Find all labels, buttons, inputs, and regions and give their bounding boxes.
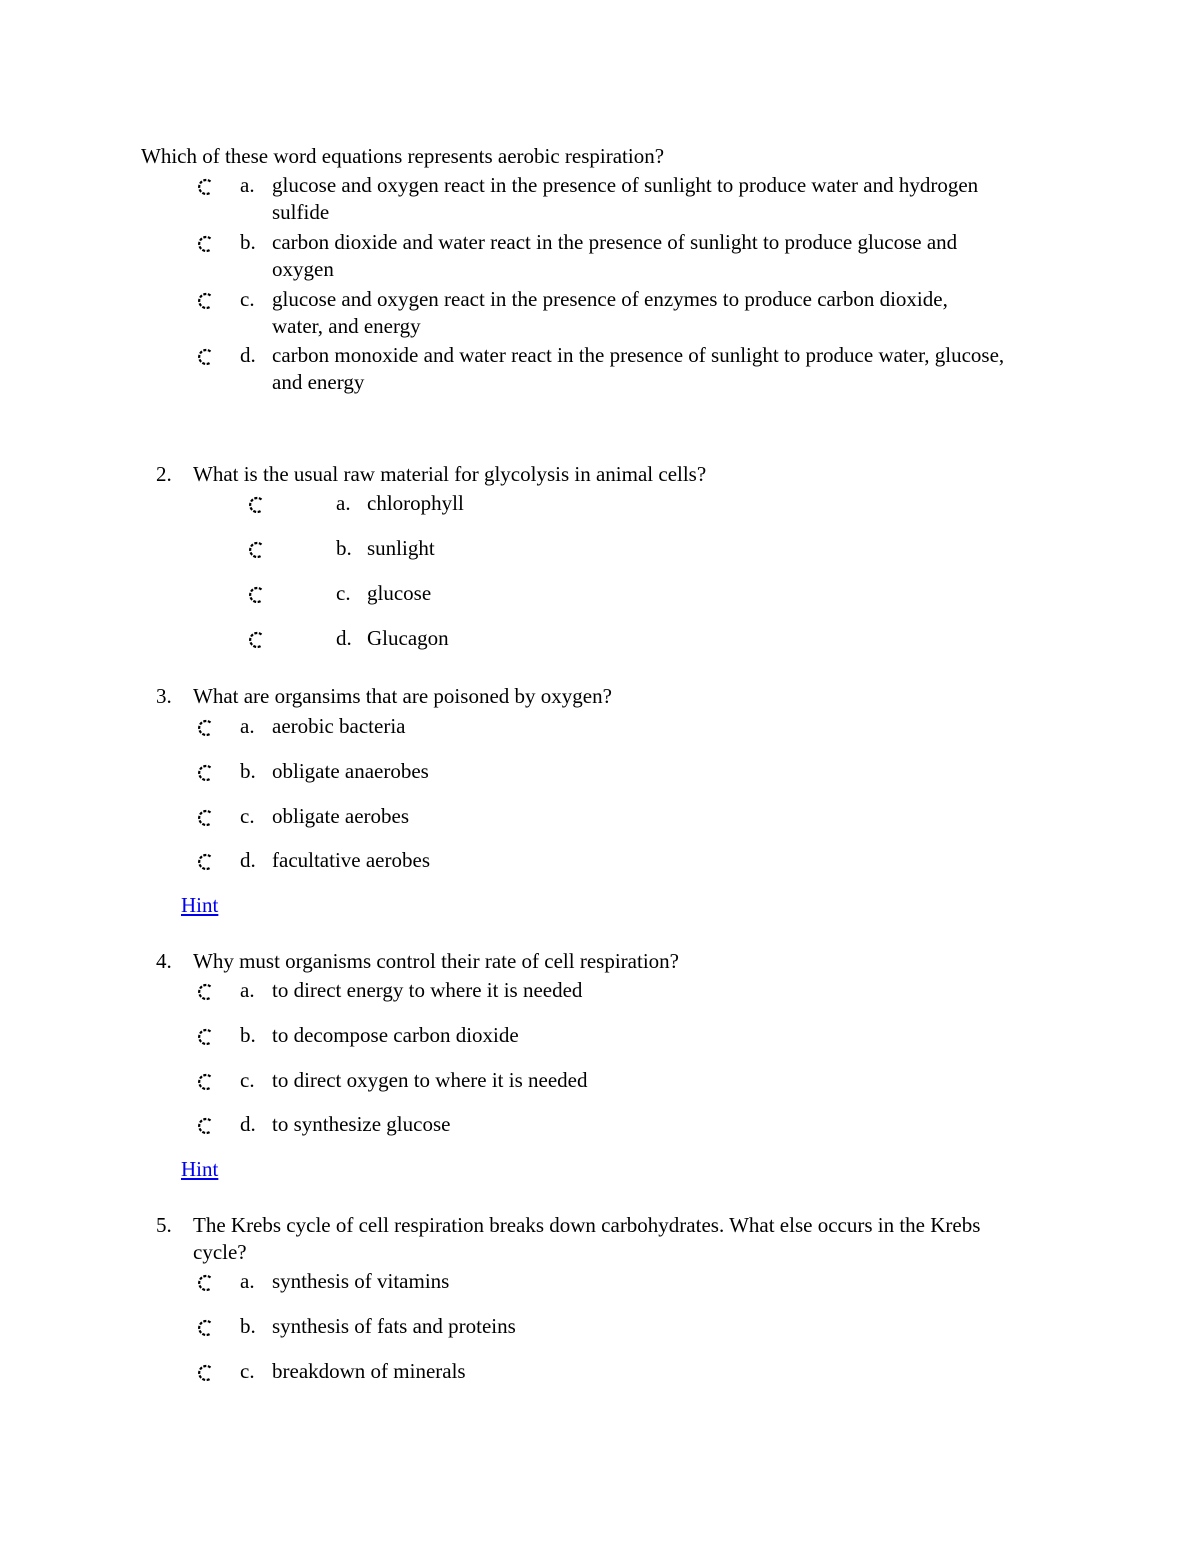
question-number: 5. xyxy=(156,1213,172,1237)
option-letter: a. xyxy=(240,1269,255,1293)
hint-link[interactable]: Hint xyxy=(181,1157,219,1181)
option-text: carbon monoxide and water react in the presence of sunlight to produce water, glucose, and energy xyxy=(272,343,1005,394)
option-text: carbon dioxide and water react in the presence of sunlight to produce glucose and oxygen xyxy=(272,230,958,281)
radio-button[interactable] xyxy=(197,983,215,1001)
question-number: 3. xyxy=(156,684,172,708)
option-letter: c. xyxy=(240,1359,255,1383)
option-text: breakdown of minerals xyxy=(272,1359,466,1383)
radio-button[interactable] xyxy=(248,631,266,649)
option-letter: d. xyxy=(336,626,352,650)
radio-button[interactable] xyxy=(197,1319,215,1337)
radio-button[interactable] xyxy=(248,586,266,604)
option-text: obligate anaerobes xyxy=(272,759,429,783)
question-number: 4. xyxy=(156,949,172,973)
option-text: glucose xyxy=(367,581,432,605)
question-text: What are organsims that are poisoned by oxygen? xyxy=(193,684,612,708)
option-text: facultative aerobes xyxy=(272,848,430,872)
question-text: The Krebs cycle of cell respiration breaks down carbohydrates. What else occurs in the Krebs cycle? xyxy=(193,1213,981,1264)
option-text: Glucagon xyxy=(367,626,449,650)
radio-button[interactable] xyxy=(197,1364,215,1382)
radio-button[interactable] xyxy=(248,496,266,514)
option-text: synthesis of vitamins xyxy=(272,1269,450,1293)
radio-button[interactable] xyxy=(197,235,215,253)
option-letter: a. xyxy=(240,714,255,738)
radio-button[interactable] xyxy=(197,292,215,310)
radio-button[interactable] xyxy=(197,1028,215,1046)
question-text: Which of these word equations represents aerobic respiration? xyxy=(141,144,665,168)
option-text: to synthesize glucose xyxy=(272,1112,451,1136)
radio-button[interactable] xyxy=(197,719,215,737)
radio-button[interactable] xyxy=(197,1274,215,1292)
radio-button[interactable] xyxy=(197,348,215,366)
option-text: to decompose carbon dioxide xyxy=(272,1023,519,1047)
option-letter: d. xyxy=(240,848,256,872)
option-letter: a. xyxy=(240,173,255,197)
option-letter: b. xyxy=(240,1023,256,1047)
option-text: sunlight xyxy=(367,536,435,560)
option-letter: b. xyxy=(240,759,256,783)
option-letter: a. xyxy=(336,491,351,515)
option-text: glucose and oxygen react in the presence of enzymes to produce carbon dioxide, water, and energy xyxy=(272,287,948,338)
radio-button[interactable] xyxy=(197,764,215,782)
option-text: to direct energy to where it is needed xyxy=(272,978,583,1002)
option-letter: b. xyxy=(240,1314,256,1338)
option-text: aerobic bacteria xyxy=(272,714,406,738)
question-text: What is the usual raw material for glycolysis in animal cells? xyxy=(193,462,707,486)
radio-button[interactable] xyxy=(197,809,215,827)
option-text: chlorophyll xyxy=(367,491,464,515)
hint-link[interactable]: Hint xyxy=(181,893,219,917)
option-letter: a. xyxy=(240,978,255,1002)
option-text: obligate aerobes xyxy=(272,804,410,828)
option-letter: b. xyxy=(240,230,256,254)
option-letter: c. xyxy=(336,581,351,605)
radio-button[interactable] xyxy=(197,1073,215,1091)
radio-button[interactable] xyxy=(197,1117,215,1135)
radio-button[interactable] xyxy=(197,178,215,196)
option-letter: b. xyxy=(336,536,352,560)
option-letter: c. xyxy=(240,1068,255,1092)
option-letter: d. xyxy=(240,1112,256,1136)
question-number: 2. xyxy=(156,462,172,486)
option-text: to direct oxygen to where it is needed xyxy=(272,1068,588,1092)
option-letter: c. xyxy=(240,804,255,828)
option-letter: c. xyxy=(240,287,255,311)
option-text: synthesis of fats and proteins xyxy=(272,1314,516,1338)
radio-button[interactable] xyxy=(248,541,266,559)
option-text: glucose and oxygen react in the presence of sunlight to produce water and hydrogen sulfide xyxy=(272,173,979,224)
question-text: Why must organisms control their rate of cell respiration? xyxy=(193,949,679,973)
option-letter: d. xyxy=(240,343,256,367)
radio-button[interactable] xyxy=(197,853,215,871)
